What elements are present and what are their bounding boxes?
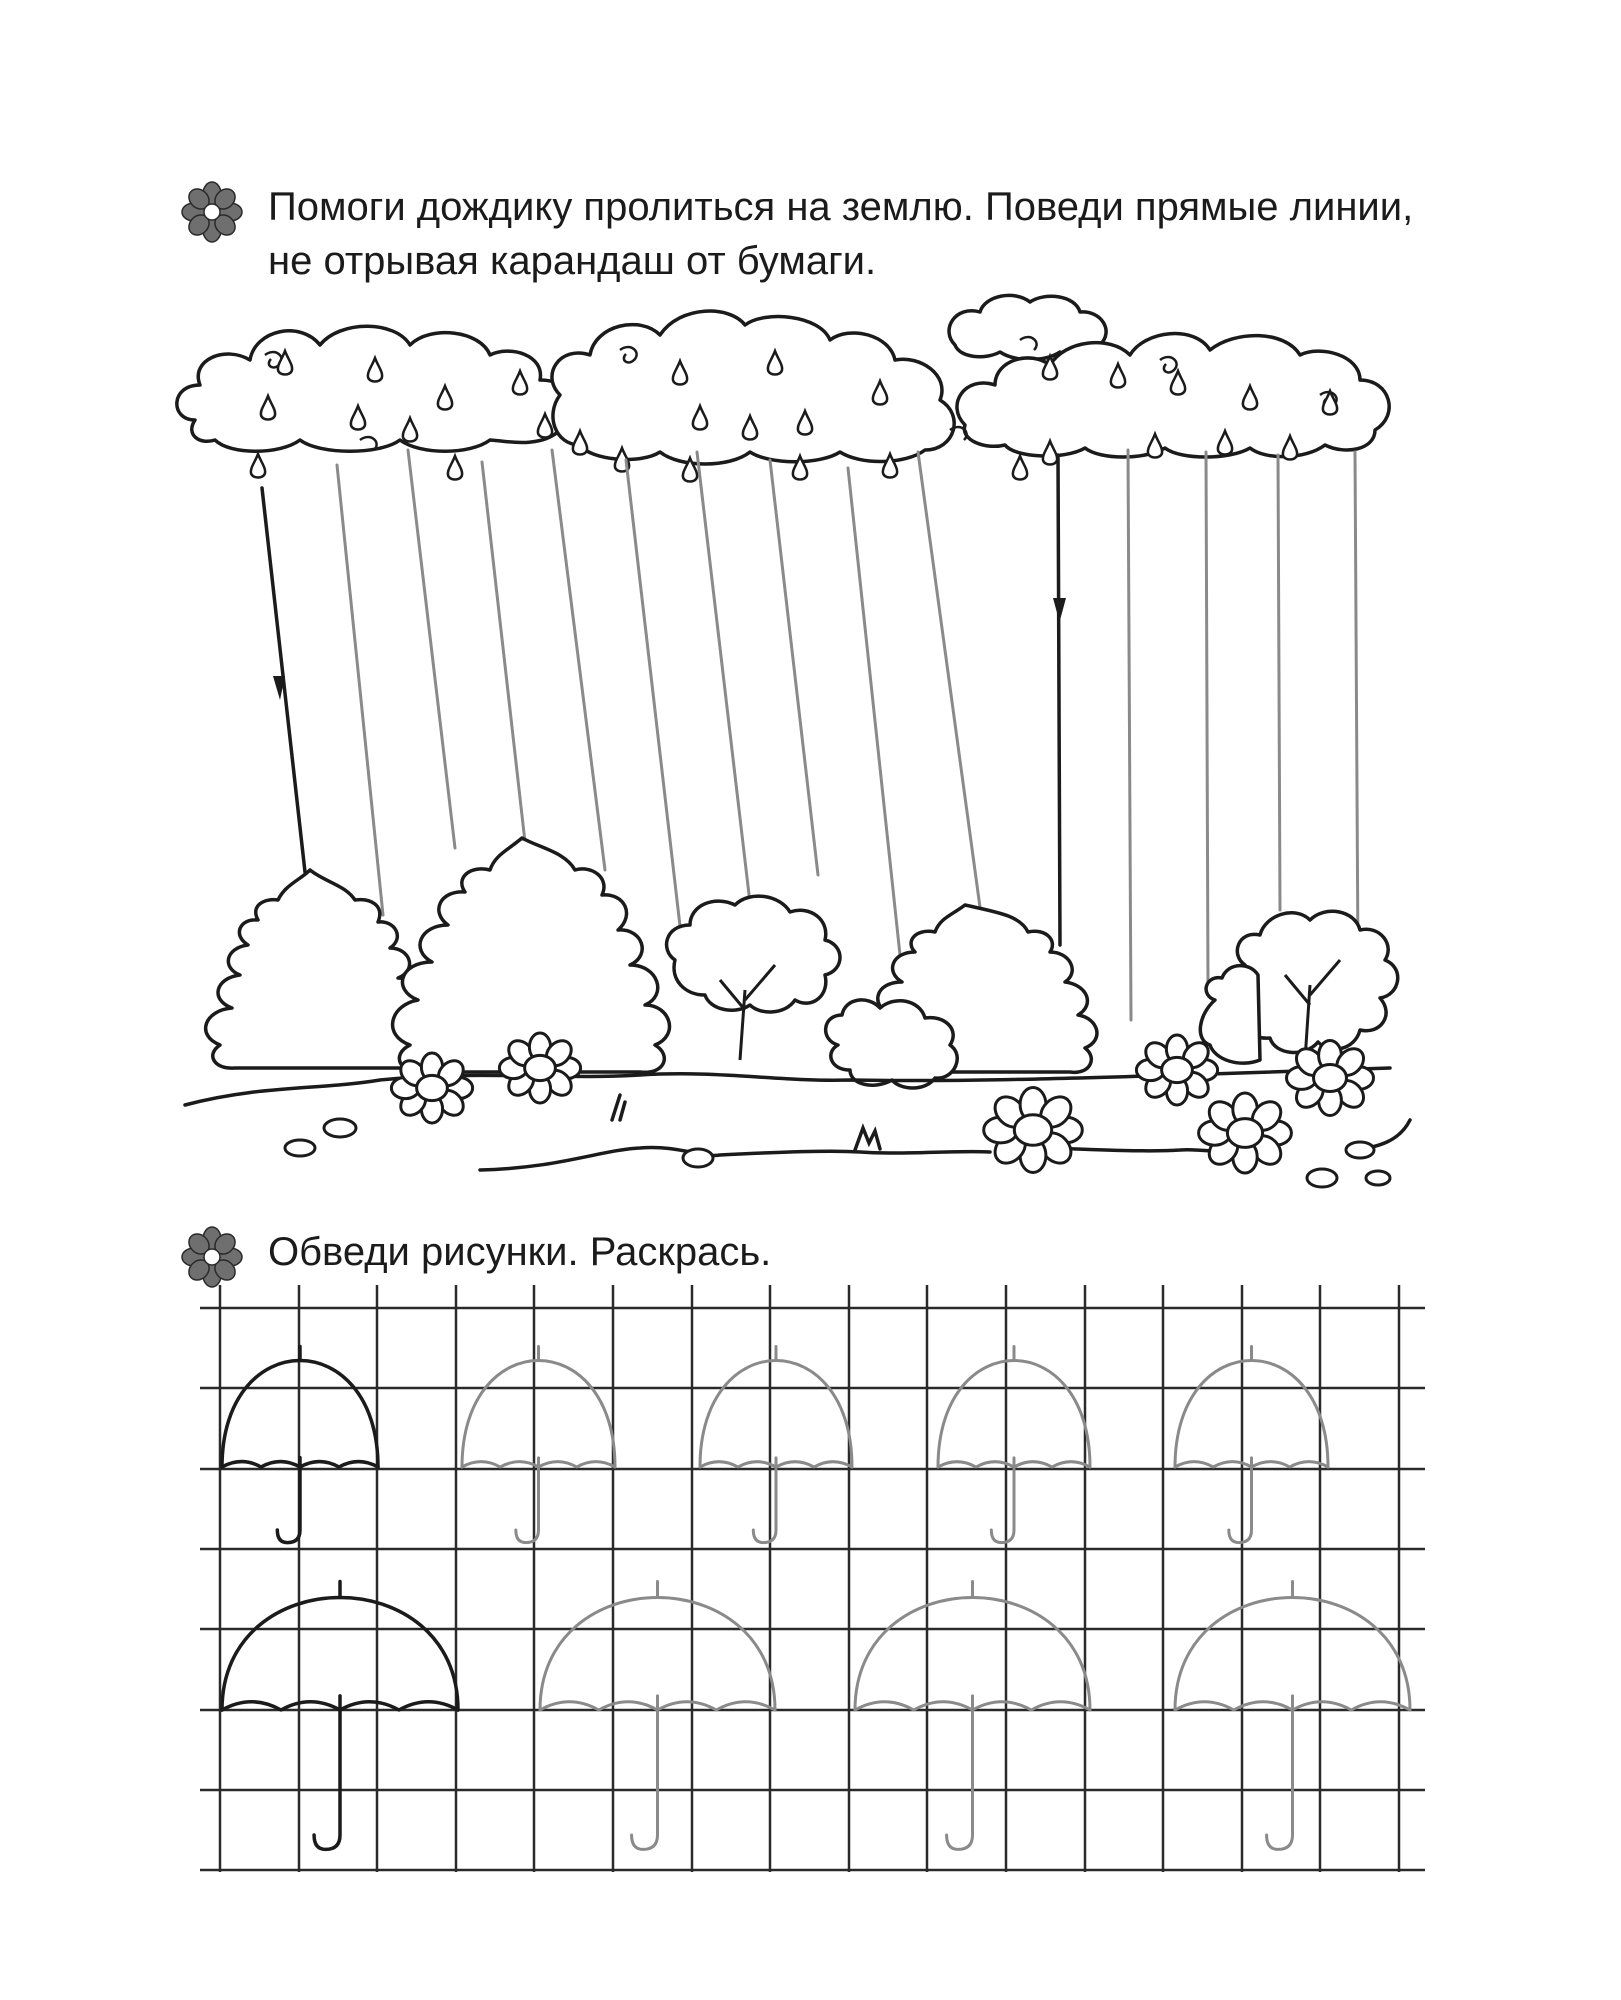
task-2-text: Обведи рисунки. Раскрась. <box>268 1230 772 1274</box>
umbrella-icon <box>700 1347 852 1543</box>
task-1-line-1: Помоги дождику пролиться на землю. Поведи прямые линии, <box>268 185 1414 229</box>
umbrella-icon <box>1175 1582 1410 1850</box>
umbrellas <box>222 1347 1410 1850</box>
umbrella-icon <box>855 1582 1090 1850</box>
task-1-line-2: не отрывая карандаш от бумаги. <box>268 239 877 283</box>
umbrella-icon <box>462 1347 615 1543</box>
umbrella-icon <box>222 1582 458 1850</box>
umbrella-icon <box>938 1347 1090 1543</box>
umbrella-icon <box>540 1582 775 1850</box>
umbrella-icon <box>1175 1347 1328 1543</box>
